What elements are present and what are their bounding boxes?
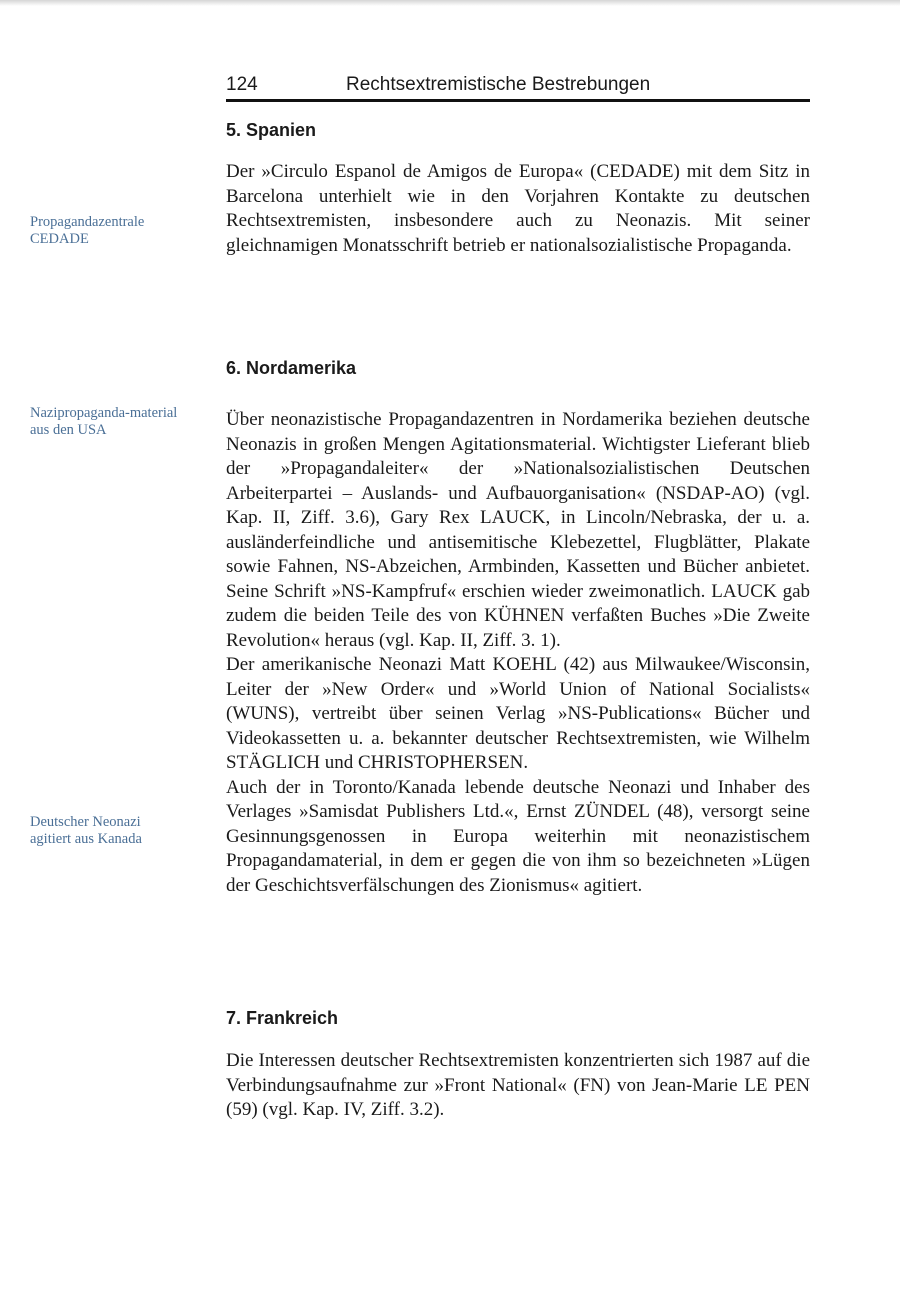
margin-note-kanada: Deutscher Neonazi agitiert aus Kanada — [30, 814, 142, 847]
running-header — [226, 72, 810, 98]
paragraph: Über neonazistische Propagandazentren in Nordamerika beziehen deutsche Neonazis in großen Mengen Agitationsmaterial. Wichtigster Lieferant blieb der »Propagandaleiter« der »Nationalsozialistischen Deutschen Arbeiterpartei – Auslands- und Aufbauorganisation« (NSDAP-AO) (vgl. Kap. II, Ziff. 3.6), Gary Rex LAUCK, in Lincoln/Nebraska, der u. a. ausländerfeindliche und antisemitische Klebezettel, Flugblätter, Plakate sowie Fahnen, NS-Abzeichen, Armbinden, Kassetten und Bücher anbietet. Seine Schrift »NS-Kampfruf« erschien wieder zweimonatlich. LAUCK gab zudem die beiden Teile des von KÜHNEN verfaßten Buches »Die Zweite Revolution« heraus (vgl. Kap. II, Ziff. 3. 1). — [226, 409, 810, 651]
paragraph: Der »Circulo Espanol de Amigos de Europa« (CEDADE) mit dem Sitz in Barcelona unterhielt wie in den Vorjahren Kontakte zu deutschen Rechtsextremisten, insbesondere auch zu Neonazis. Mit seiner gleichnamigen Monatsschrift betrieb er nationalsozialistische Propaganda. — [226, 161, 810, 256]
section-heading-frankreich: 7. Frankreich — [226, 1008, 339, 1028]
paragraph: Auch der in Toronto/Kanada lebende deutsche Neonazi und Inhaber des Verlages »Samisdat Publishers Ltd.«, Ernst ZÜNDEL (48), versorgt seine Gesinnungsgenossen in Europa weiterhin mit neonazistischem Propagandamaterial, in dem er gegen die von ihm so bezeichneten »Lügen der Geschichtsverfälschungen des Zionismus« agitiert. — [226, 776, 810, 896]
header-rule — [226, 99, 810, 102]
section-heading-spanien: 5. Spanien — [226, 120, 317, 140]
margin-note-usa: Nazipropaganda-material aus den USA — [30, 405, 178, 438]
page-number: 124 — [226, 74, 258, 95]
paragraph: Der amerikanische Neonazi Matt KOEHL (42) aus Milwaukee/Wisconsin, Leiter der »New Order« und »World Union of National Socialists« (WUNS), vertreibt über seinen Verlag »NS-Publications« Bücher und Videokassetten u. a. bekannter deutscher Rechtsextremisten, wie Wilhelm STÄGLICH und CHRISTOPHERSEN. — [226, 654, 810, 773]
margin-note-cedade: Propagandazentrale CEDADE — [30, 214, 145, 247]
paragraph: Die Interessen deutscher Rechtsextremisten konzentrierten sich 1987 auf die Verbindungsaufnahme zur »Front National« (FN) von Jean-Marie LE PEN (59) (vgl. Kap. IV, Ziff. 3.2). — [226, 1050, 810, 1120]
section-body-nordamerika — [226, 408, 810, 898]
page-edge — [0, 0, 900, 6]
section-body-spanien — [226, 160, 810, 258]
running-title: Rechtsextremistische Bestrebungen — [346, 74, 651, 95]
section-body-frankreich — [226, 1049, 810, 1123]
section-heading-nordamerika: 6. Nordamerika — [226, 358, 357, 378]
